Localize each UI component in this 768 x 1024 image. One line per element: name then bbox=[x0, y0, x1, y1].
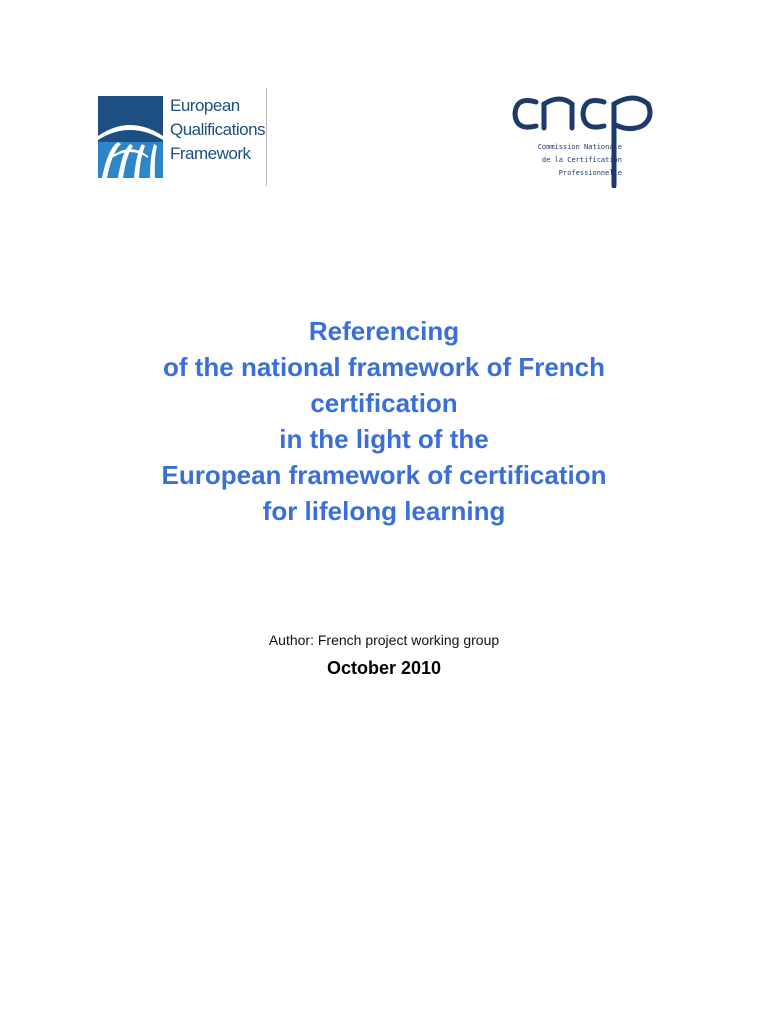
title-line-6: for lifelong learning bbox=[262, 496, 506, 526]
eqf-bridge-icon bbox=[98, 96, 163, 178]
title-line-3: certification bbox=[310, 388, 458, 418]
eqf-line-3: Framework bbox=[170, 144, 251, 163]
cncp-subtitle bbox=[514, 141, 622, 180]
title-line-5: European framework of certification bbox=[161, 460, 607, 490]
cncp-sub-line-1: Commission Nationale bbox=[537, 143, 622, 151]
title-line-2: of the national framework of French bbox=[162, 352, 606, 382]
cncp-sub-line-3: Professionnelle bbox=[558, 169, 622, 177]
eqf-logo bbox=[98, 88, 270, 188]
title-line-4: in the light of the bbox=[279, 424, 489, 454]
eqf-line-2: Qualifications bbox=[170, 120, 266, 139]
title-line-1: Referencing bbox=[308, 316, 460, 346]
eqf-wordmark bbox=[170, 94, 265, 166]
cncp-sub-line-2: de la Certification bbox=[541, 156, 622, 164]
eqf-line-1: European bbox=[170, 96, 240, 115]
publication-date: October 2010 bbox=[326, 658, 442, 678]
author-line: Author: French project working group bbox=[268, 632, 500, 648]
eqf-divider bbox=[266, 88, 267, 186]
cncp-logo bbox=[508, 86, 658, 188]
document-title bbox=[60, 313, 708, 529]
